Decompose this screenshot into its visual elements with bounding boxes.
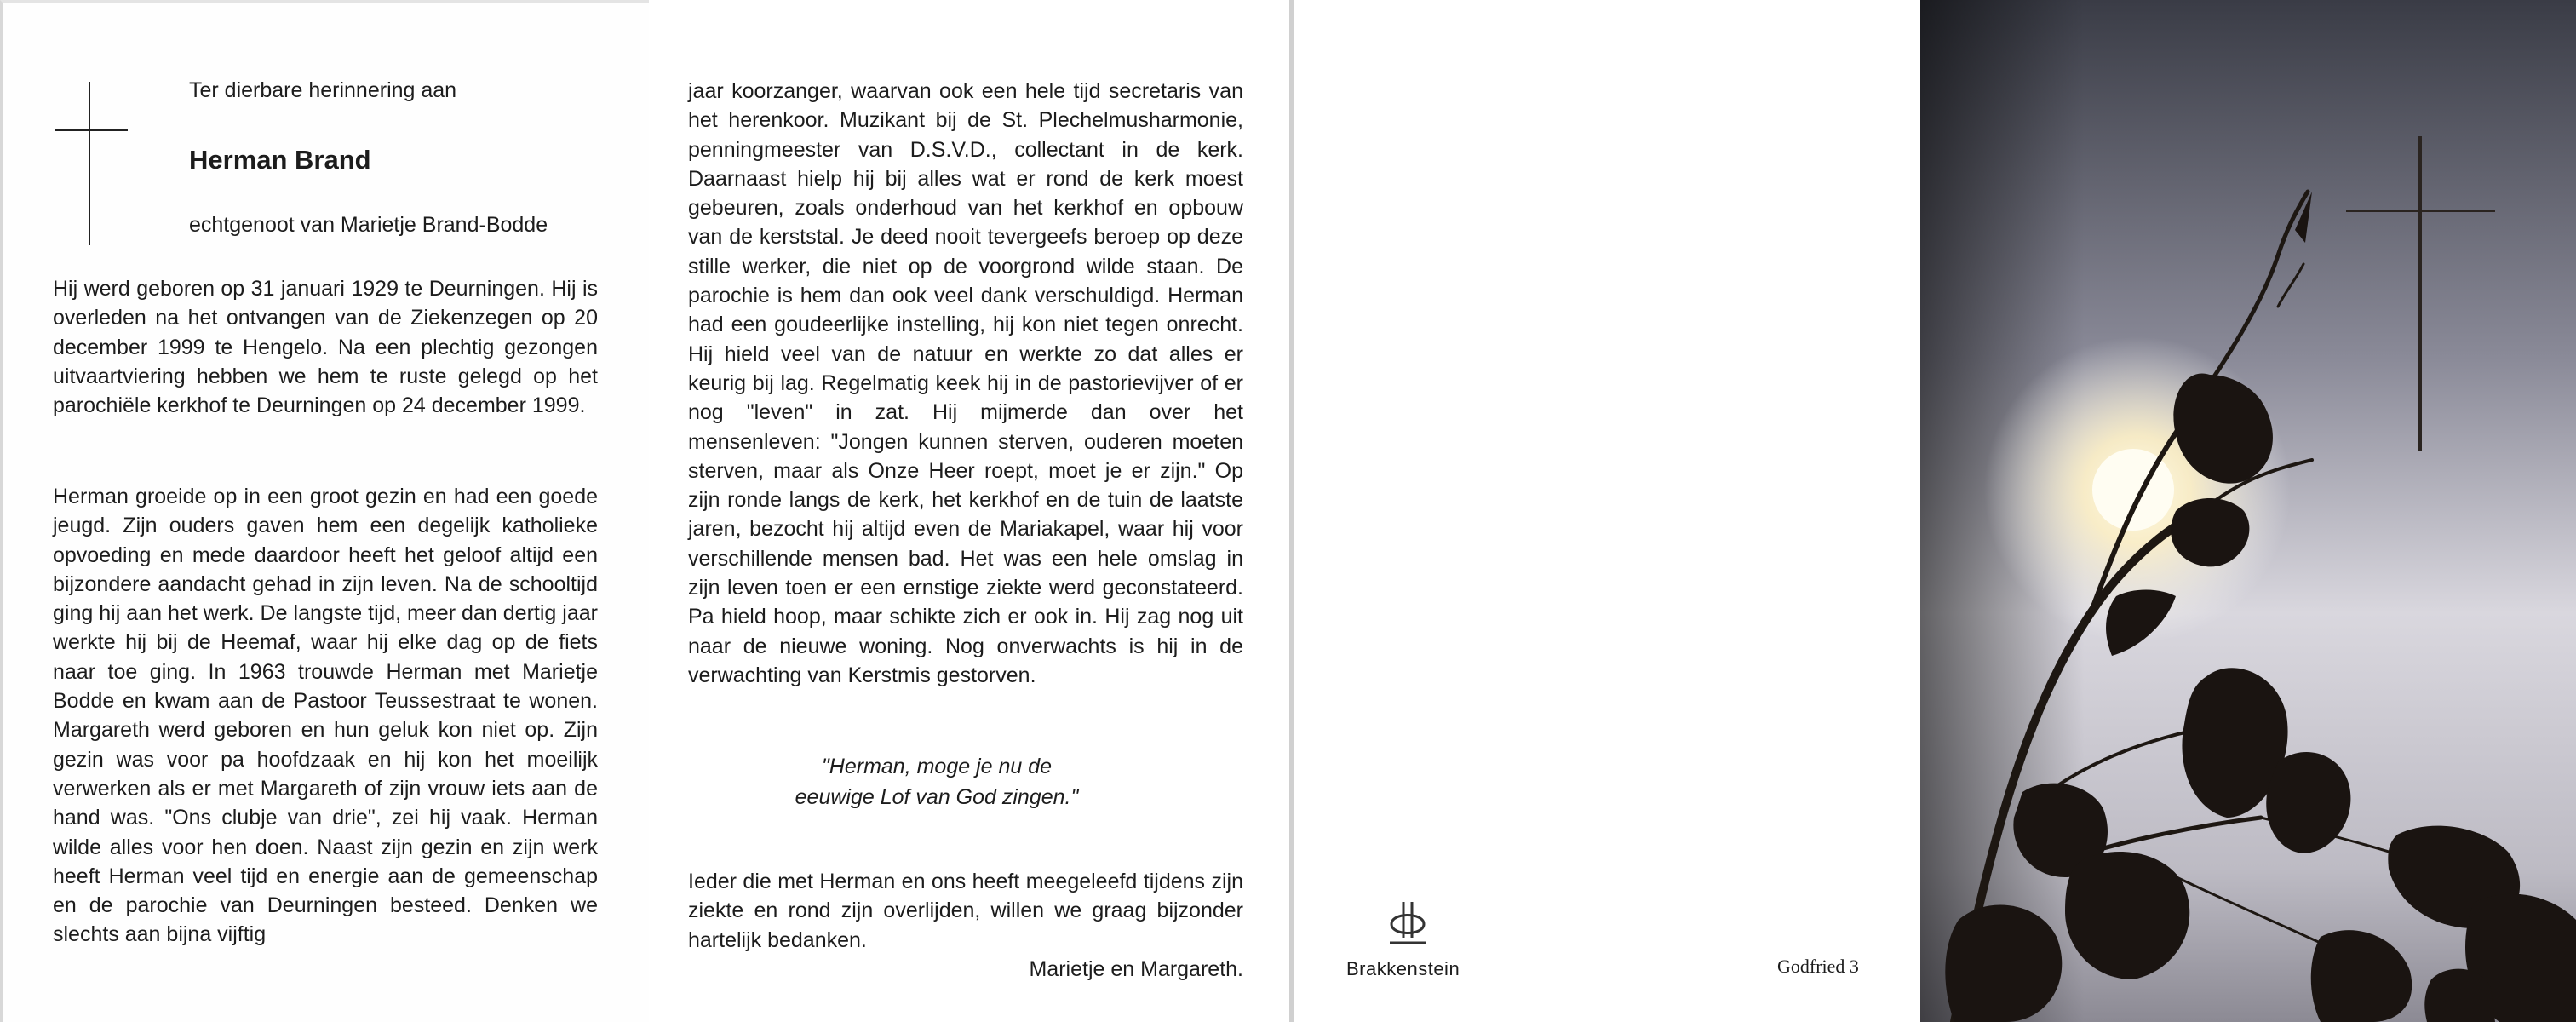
publisher-name: Brakkenstein (1346, 958, 1460, 979)
cross-icon (89, 82, 90, 245)
cover-photo (1920, 0, 2576, 1022)
memorial-intro: Ter dierbare herinnering aan (189, 78, 457, 102)
cross-icon-bar (55, 129, 128, 131)
deceased-name: Herman Brand (189, 145, 371, 175)
publisher-logo-icon (1385, 899, 1432, 950)
signature: Marietje en Margareth. (1029, 957, 1243, 981)
thanks-paragraph: Ieder die met Herman en ons heeft meegeleefd tijdens zijn ziekte en rond zijn overlijden, willen we graag bijzonder hartelijk bedanken. (688, 870, 1243, 952)
spouse-line: echtgenoot van Marietje Brand-Bodde (189, 213, 548, 237)
birth-death-paragraph: Hij werd geboren op 31 januari 1929 te Deurningen. Hij is overleden na het ontvangen van de Ziekenzegen op 20 december 1999 te Hengelo. Na een plechtig gezongen uitvaartviering hebben we hem te ruste gelegd op het parochiële kerkhof te Deurningen op 24 december 1999. (53, 277, 598, 418)
closing-quote (681, 751, 1192, 812)
card-code: Godfried 3 (1777, 956, 1859, 977)
photo-cross-icon (2418, 136, 2422, 451)
biography-paragraph: Herman groeide op in een groot gezin en had een goede jeugd. Zijn ouders gaven hem een degelijk katholieke opvoeding en mede daardoor heeft het geloof altijd een bijzondere aandacht gehad in zijn leven. Na de schooltijd ging hij aan het werk. De langste tijd, meer dan dertig jaar werkte hij bij de Heemaf, waar hij elke dag op de fiets naar toe ging. In 1963 trouwde Herman met Marietje Bodde en kwam aan de Pastoor Teussestraat te wonen. Margareth werd geboren en hun geluk kon niet op. Zijn gezin was voor pa hoofdzaak en hij kon het moeilijk verwerken als er met Margareth of zijn vrouw iets aan de hand was. "Ons clubje van drie", zei hij vaak. Herman wilde alles voor hen doen. Naast zijn gezin en zijn werk heeft Herman veel tijd en energie aan de gemeenschap en de parochie van Deurningen besteed. Denken we slechts aan bijna vijftig (53, 485, 598, 947)
sunset-rose-photo (1920, 0, 2576, 1022)
card-panel-back (1294, 0, 1920, 1022)
quote-line-2: eeuwige Lof van God zingen." (795, 785, 1079, 809)
biography-continuation: jaar koorzanger, waarvan ook een hele tijd secretaris van het herenkoor. Muzikant bij de St. Plechelmusharmonie, penningmeester van D.S.V.D., collectant in de kerk. Daarnaast hielp hij bij alles wat er rond de kerk moest gebeuren, zoals onderhoud van het kerkhof en opbouw van de kerststal. Je deed nooit tevergeefs beroep op deze stille werker, die niet op de voorgrond wilde staan. De parochie is hem dan ook veel dank verschuldigd. Herman had een goudeerlijke instelling, hij kon niet tegen onrecht. Hij hield veel van de natuur en werkte zo dat alles er keurig bij lag. Regelmatig keek hij in de pastorievijver of er nog "leven" in zat. Hij mijmerde dan over het mensenleven: "Jongen kunnen sterven, ouderen moeten sterven, maar als Onze Heer roept, moet je er zijn." Op zijn ronde langs de kerk, het kerkhof en de tuin de laatste jaren, bezocht hij altijd even de Mariakapel, waar hij voor verschillende mensen bad. Het was een hele omslag in zijn leven toen er een ernstige ziekte werd geconstateerd. Pa hield hoop, maar schikte zich er ook in. Hij zag nog uit naar de nieuwe woning. Nog onverwachts is hij in de verwachting van Kerstmis gestorven. (688, 79, 1243, 687)
quote-line-1: "Herman, moge je nu de (821, 755, 1053, 778)
